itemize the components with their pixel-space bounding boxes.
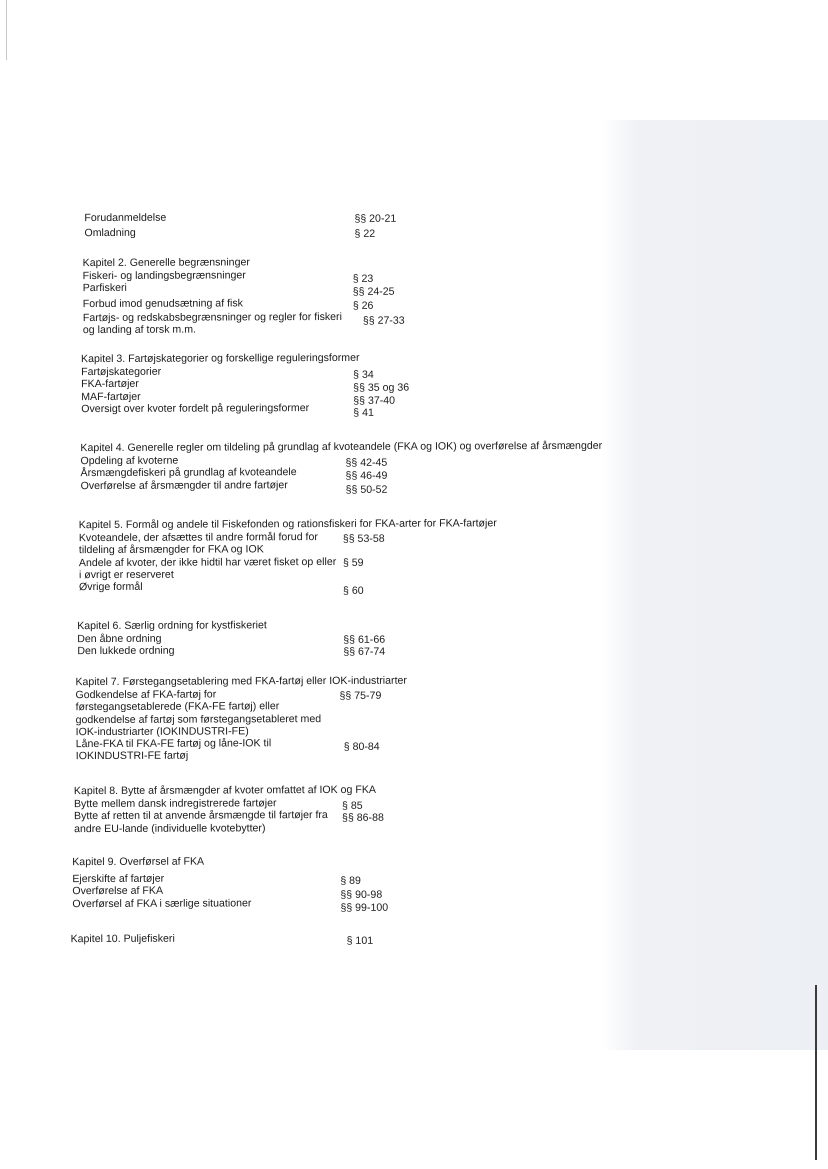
toc-entry-title: Omladning [84,227,136,240]
toc-entry-title: Opdeling af kvoterne [80,454,179,468]
toc-chapter-4 [80,439,620,496]
toc-entry-ref: § 60 [343,584,364,597]
toc-entry-ref: §§ 46-49 [345,470,388,483]
toc-entry-ref: §§ 42-45 [345,456,388,470]
toc-entry [77,643,617,658]
toc-chapter-5 [78,517,619,597]
toc-chapter-7 [75,674,615,763]
toc-entry-ref: §§ 53-58 [342,532,385,546]
chapter-heading: Kapitel 10. Puljefiskeri [70,932,175,946]
toc-entry-ref: § 101 [346,934,374,947]
toc-entry-title: Fartøjs- og redskabsbegrænsninger og regler for fiskeri og landing af torsk m.m. [82,310,342,337]
toc-entry-title: Godkendelse af FKA-fartøj for førstegangsetablerede (FKA-FE fartøj) eller godkendelse af fartøj som førstegangsetableret med IOK-industriarter (IOKINDUSTRI-FE) [75,688,322,738]
toc-entry-ref: §§ 50-52 [345,483,388,496]
toc-entry [71,931,611,946]
toc-entry-ref: §§ 37-40 [353,394,396,407]
toc-entry-title: FKA-fartøjer [81,378,139,391]
toc-entry-ref: § 22 [354,228,376,241]
toc-entry [84,210,624,225]
chapter-heading: Kapitel 6. Særlig ordning for kystfiskeriet [77,619,267,633]
toc-entry-ref: §§ 99-100 [340,901,389,914]
chapter-heading: Kapitel 9. Overførsel af FKA [72,855,205,869]
toc-entry-ref: §§ 61-66 [343,633,386,647]
toc-chapter-3 [81,351,621,419]
toc-entry [79,579,619,597]
toc-chapter-6 [77,618,617,658]
toc-entry-title: Den åbne ordning [77,632,162,646]
toc-entry-ref: §§ 35 og 36 [353,382,410,395]
toc-entry-title: Overførelse af FKA [72,885,164,898]
toc-entry-title: Overførelse af årsmængder til andre fartøjer [80,478,288,492]
toc-entry [84,225,624,240]
chapter-heading: Kapitel 5. Formål og andele til Fiskefonden og rationsfiskeri for FKA-arter for FKA-fartøjer [78,517,497,532]
toc-entry-ref: § 41 [353,406,374,419]
toc-entry-ref: § 89 [340,875,361,888]
toc-chapter-2 [83,255,623,337]
toc-entry-title: Bytte af retten til at anvende årsmængde til fartøjer fra andre EU-lande (individuelle kvotebytter) [74,809,328,835]
toc-entry-ref: § 80-84 [343,740,380,753]
toc-entry-title: Den lukkede ordning [77,645,175,658]
toc-entry-ref: §§ 27-33 [362,314,405,327]
toc-entry [83,310,623,337]
chapter-heading: Kapitel 3. Fartøjskategorier og forskellige reguleringsformer [81,351,360,366]
toc-entry-title: Andele af kvoter, der ikke hidtil har været fisket op eller i øvrigt er reserveret [78,555,337,581]
toc-chapter-8 [74,783,614,835]
toc-chapter-9 [72,854,612,914]
toc-entry-ref: §§ 75-79 [339,689,382,703]
chapter-heading: Kapitel 8. Bytte af årsmængder af kvoter omfattet af IOK og FKA [73,783,377,798]
toc-entry-title: Øvrige formål [79,580,143,594]
toc-entry-title: Bytte mellem dansk indregistrerede fartøjer [73,797,277,811]
toc-entry [72,895,612,914]
toc-entry-ref: §§ 67-74 [343,646,386,659]
toc-entry [79,530,619,557]
toc-group-continuation [84,210,624,240]
toc-entry-ref: §§ 24-25 [352,286,395,299]
toc-entry-title: Fartøjskategorier [81,365,162,379]
toc-entry-ref: §§ 90-98 [340,889,383,902]
toc-entry-title: Ejerskifte af fartøjer [72,872,165,886]
toc-entry [80,477,621,496]
toc-entry [76,736,616,763]
toc-entry-title: Kvoteandele, der afsættes til andre formål forud for tildeling af årsmængder for FKA og IOK [78,531,318,557]
toc-entry-title: Oversigt over kvoter fordelt på reguleringsformer [81,401,310,415]
toc-entry-title: Fiskeri- og landingsbegrænsninger [82,269,246,283]
toc-entry-title: Årsmængdefiskeri på grundlag af kvoteandele [80,466,297,480]
toc-entry-ref: §§ 20-21 [354,212,397,225]
chapter-heading: Kapitel 7. Førstegangsetablering med FKA-fartøj eller IOK-industriarter [75,674,407,689]
toc-entry-ref: § 23 [352,273,374,286]
toc-entry-ref: § 85 [341,800,363,813]
toc-chapter-10 [71,931,611,946]
toc-entry-title: MAF-fartøjer [81,390,141,403]
toc-entry [79,554,619,581]
chapter-heading: Kapitel 2. Generelle begrænsninger [82,256,250,270]
toc-entry-ref: § 59 [342,556,364,569]
toc-entry [74,808,614,835]
toc-entry-title: Parfiskeri [82,282,127,295]
chapter-heading: Kapitel 4. Generelle regler om tildeling på grundlag af kvoteandele (FKA og IOK) og overførelse af årsmængder [80,439,603,455]
toc-entry [83,295,623,310]
toc-entry-title: Overførsel af FKA i særlige situationer [72,896,252,910]
toc-entry-ref: § 26 [352,299,374,312]
toc-entry-ref: § 34 [353,369,374,382]
toc-entry [75,687,615,738]
toc-entry-title: Forbud imod genudsætning af fisk [82,296,244,310]
toc-entry-title: Låne-FKA til FKA-FE fartøj og låne-IOK til IOKINDUSTRI-FE fartøj [75,737,272,763]
toc-entry-ref: §§ 86-88 [342,812,384,825]
toc-entry [81,401,621,419]
toc-entry [82,280,623,299]
toc-entry-title: Forudanmeldelse [84,211,167,225]
